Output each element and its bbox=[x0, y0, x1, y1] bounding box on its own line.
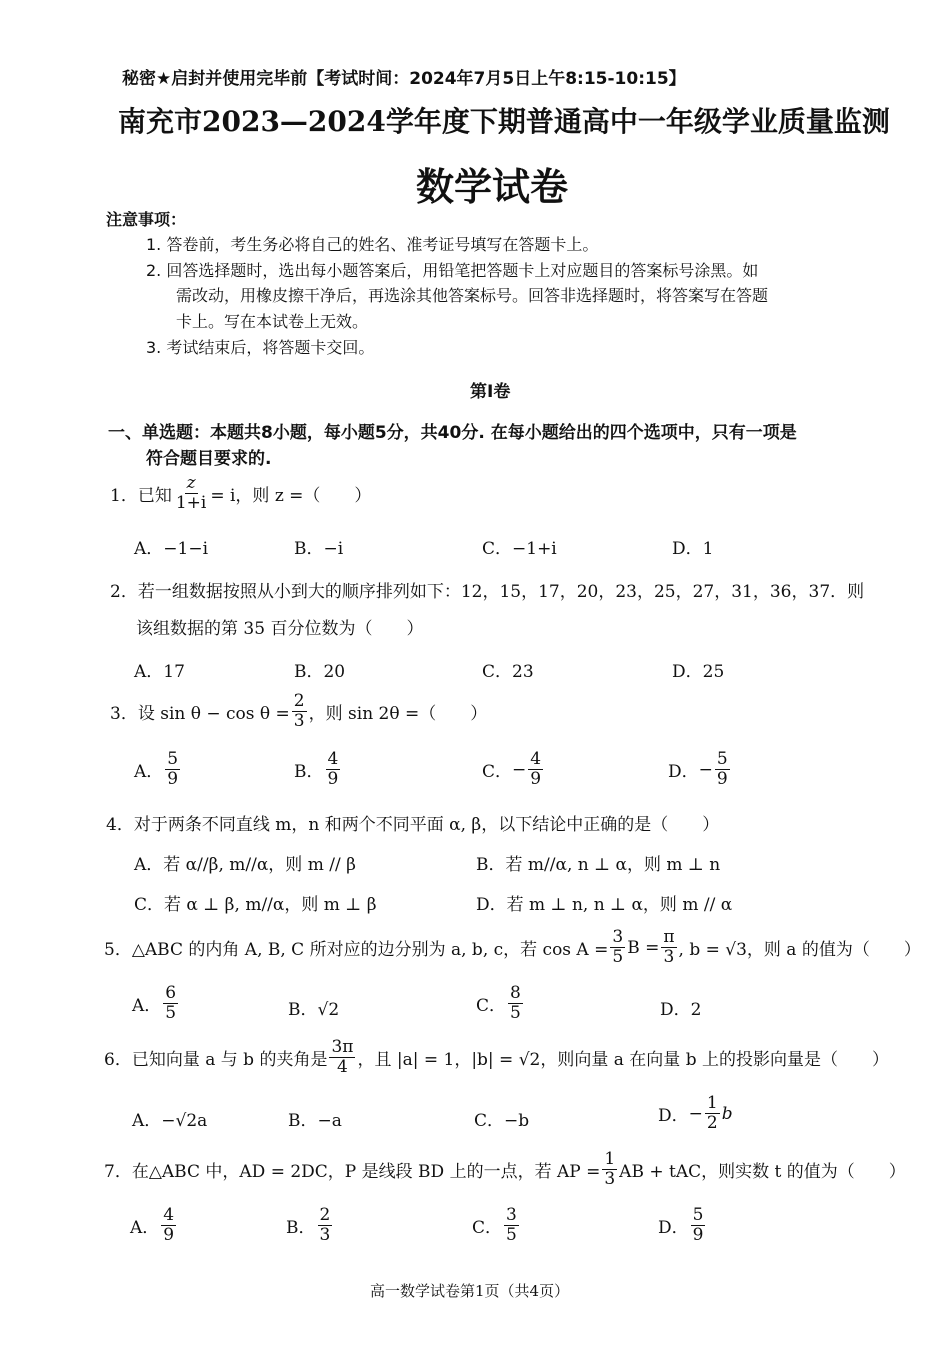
q3-num: 2 bbox=[293, 691, 305, 711]
q7-num: 1 bbox=[604, 1149, 616, 1169]
q5a-num: 6 bbox=[165, 983, 177, 1003]
notice-heading: 注意事项： bbox=[106, 210, 187, 229]
q7c-den: 5 bbox=[506, 1225, 517, 1245]
q1-pre: 1．已知 bbox=[110, 486, 172, 506]
q7a-num: 4 bbox=[163, 1205, 175, 1225]
q5-mid: B = bbox=[627, 937, 660, 958]
question-2: 2．若一组数据按照从小到大的顺序排列如下：12，15，17，20，23，25，27，31，36，37．则 bbox=[110, 582, 865, 602]
q3-post: ，则 sin 2θ =（ ） bbox=[308, 704, 488, 724]
question-6 bbox=[104, 1038, 889, 1077]
q4-option-d: D．若 m ⊥ n, n ⊥ α，则 m // α bbox=[476, 895, 733, 915]
q7b-den: 3 bbox=[319, 1225, 331, 1245]
q6b-label: B． bbox=[288, 1111, 318, 1131]
q7-option-b bbox=[286, 1206, 334, 1245]
q3-den: 3 bbox=[293, 711, 305, 731]
q2-option-a: A．17 bbox=[134, 662, 185, 682]
q7d-num: 5 bbox=[692, 1205, 704, 1225]
q4-option-b: B．若 m//α, n ⊥ α，则 m ⊥ n bbox=[476, 855, 721, 875]
q2-option-c: C．23 bbox=[482, 662, 534, 682]
q5-option-d bbox=[660, 995, 701, 1020]
q6d-tail: b bbox=[721, 1103, 733, 1124]
confidential-notice: 秘密★启封并使用完毕前【考试时间：2024年7月5日上午8:15-10:15】 bbox=[122, 69, 686, 89]
q2-option-b: B．20 bbox=[294, 662, 346, 682]
q6c-label: C． bbox=[474, 1111, 505, 1131]
q6-option-d bbox=[658, 1094, 733, 1133]
q6d-label: D． bbox=[658, 1106, 689, 1126]
q7d-den: 9 bbox=[692, 1225, 704, 1245]
q5a-den: 5 bbox=[165, 1003, 177, 1023]
q6d-num: 1 bbox=[706, 1093, 718, 1113]
q6b-text: −a bbox=[317, 1111, 342, 1131]
q3b-label: B． bbox=[294, 762, 324, 782]
q5c-den: 5 bbox=[510, 1003, 521, 1023]
q7-pre: 7．在△ABC 中，AD = 2DC，P 是线段 BD 上的一点，若 AP = bbox=[104, 1162, 601, 1182]
q3-option-a bbox=[134, 750, 182, 789]
q1-den: 1+i bbox=[175, 493, 207, 513]
q7d-label: D． bbox=[658, 1218, 689, 1238]
q1-num: z bbox=[186, 473, 196, 493]
q5-pre: 5．△ABC 的内角 A, B, C 所对应的边分别为 a, b, c，若 cos A = bbox=[104, 940, 609, 960]
section-instructions-cont: 符合题目要求的. bbox=[146, 449, 272, 469]
q6-pre: 6．已知向量 a 与 b 的夹角是 bbox=[104, 1050, 328, 1070]
q7-den: 3 bbox=[604, 1169, 616, 1189]
q5b-label: B． bbox=[288, 1000, 318, 1020]
q5c-num: 8 bbox=[510, 983, 521, 1003]
q6c-text: −b bbox=[504, 1111, 530, 1131]
q7-option-c bbox=[472, 1206, 521, 1245]
section-instructions: 一、单选题：本题共8小题，每小题5分，共40分. 在每小题给出的四个选项中，只有一项是 bbox=[108, 423, 797, 443]
q6-option-b bbox=[288, 1106, 342, 1131]
q6-num: 3π bbox=[331, 1037, 354, 1057]
q7c-label: C． bbox=[472, 1218, 503, 1238]
q6-den: 4 bbox=[337, 1057, 348, 1077]
notice-item-1: 1. 答卷前，考生务必将自己的姓名、准考证号填写在答题卡上。 bbox=[146, 235, 599, 254]
notice-item-2: 2. 回答选择题时，选出每小题答案后，用铅笔把答题卡上对应题目的答案标号涂黑。如 bbox=[146, 261, 759, 280]
q6d-sign: − bbox=[688, 1103, 703, 1124]
question-2-cont: 该组数据的第 35 百分位数为（ ） bbox=[136, 619, 424, 639]
q7b-num: 2 bbox=[319, 1205, 331, 1225]
q1-post: = i，则 z =（ ） bbox=[210, 486, 372, 506]
notice-item-3: 3. 考试结束后，将答题卡交回。 bbox=[146, 338, 375, 357]
q5a-label: A． bbox=[132, 996, 162, 1016]
q3-option-c bbox=[482, 750, 545, 789]
q5-f2-num: π bbox=[663, 927, 675, 947]
q5-option-c bbox=[476, 984, 525, 1023]
question-1 bbox=[110, 474, 371, 513]
q3a-label: A． bbox=[134, 762, 164, 782]
q5-option-b bbox=[288, 995, 339, 1020]
q3c-sign: − bbox=[512, 759, 527, 780]
q6-post: ，且 |a| = 1，|b| = √2，则向量 a 在向量 b 上的投影向量是（ ） bbox=[357, 1050, 889, 1070]
question-7 bbox=[104, 1150, 906, 1189]
q7a-label: A． bbox=[130, 1218, 160, 1238]
q3c-label: C． bbox=[482, 762, 513, 782]
q3-pre: 3．设 sin θ − cos θ = bbox=[110, 704, 290, 724]
q6-option-c bbox=[474, 1106, 529, 1131]
q3c-num: 4 bbox=[530, 749, 542, 769]
q5d-label: D． bbox=[660, 1000, 691, 1020]
q7a-den: 9 bbox=[163, 1225, 175, 1245]
q7-option-d bbox=[658, 1206, 707, 1245]
q3a-num: 5 bbox=[167, 749, 179, 769]
q3-option-d bbox=[668, 750, 732, 789]
question-5 bbox=[104, 928, 921, 967]
page-footer: 高一数学试卷第1页（共4页） bbox=[370, 1282, 570, 1300]
q3c-den: 9 bbox=[530, 769, 542, 789]
q3-fraction bbox=[292, 692, 307, 731]
q3d-sign: − bbox=[698, 759, 713, 780]
q3d-den: 9 bbox=[716, 769, 728, 789]
part-heading: 第I卷 bbox=[470, 382, 511, 402]
q7-post: AB + tAC，则实数 t 的值为（ ） bbox=[619, 1162, 906, 1182]
q5-f2-den: 3 bbox=[663, 947, 675, 967]
q6a-text: −√2a bbox=[161, 1111, 208, 1131]
notice-item-2-cont: 需改动，用橡皮擦干净后，再选涂其他答案标号。回答非选择题时，将答案写在答题 bbox=[176, 286, 769, 305]
q1-fraction bbox=[174, 474, 209, 513]
q3b-num: 4 bbox=[327, 749, 339, 769]
q5-f1-num: 3 bbox=[612, 927, 624, 947]
q4-option-c: C．若 α ⊥ β, m//α，则 m ⊥ β bbox=[134, 895, 377, 915]
q5-f1-den: 5 bbox=[612, 947, 624, 967]
q3a-den: 9 bbox=[167, 769, 179, 789]
q5-post: , b = √3，则 a 的值为（ ） bbox=[678, 940, 921, 960]
q1-option-c: C．−1+i bbox=[482, 539, 557, 559]
q7b-label: B． bbox=[286, 1218, 316, 1238]
exam-title: 南充市2023—2024学年度下期普通高中一年级学业质量监测 bbox=[118, 105, 890, 138]
q2-option-d: D．25 bbox=[672, 662, 725, 682]
q5b-text: √2 bbox=[317, 1000, 340, 1020]
q6-option-a bbox=[132, 1106, 207, 1131]
q7c-num: 3 bbox=[506, 1205, 517, 1225]
q3d-label: D． bbox=[668, 762, 699, 782]
q6d-den: 2 bbox=[706, 1113, 718, 1133]
q1-option-d: D．1 bbox=[672, 539, 714, 559]
q5c-label: C． bbox=[476, 996, 507, 1016]
q7-option-a bbox=[130, 1206, 178, 1245]
q4-option-a: A．若 α//β, m//α，则 m // β bbox=[134, 855, 356, 875]
q1-option-b: B．−i bbox=[294, 539, 344, 559]
exam-subtitle: 数学试卷 bbox=[416, 164, 569, 209]
q1-option-a: A．−1−i bbox=[134, 539, 209, 559]
q5d-text: 2 bbox=[690, 1000, 702, 1020]
question-4: 4．对于两条不同直线 m，n 和两个不同平面 α, β，以下结论中正确的是（ ） bbox=[106, 815, 720, 835]
notice-item-2-cont2: 卡上。写在本试卷上无效。 bbox=[176, 312, 369, 331]
q3d-num: 5 bbox=[716, 749, 728, 769]
q5-option-a bbox=[132, 984, 180, 1023]
q3b-den: 9 bbox=[327, 769, 339, 789]
q3-option-b bbox=[294, 750, 342, 789]
question-3 bbox=[110, 692, 487, 731]
q6a-label: A． bbox=[132, 1111, 162, 1131]
